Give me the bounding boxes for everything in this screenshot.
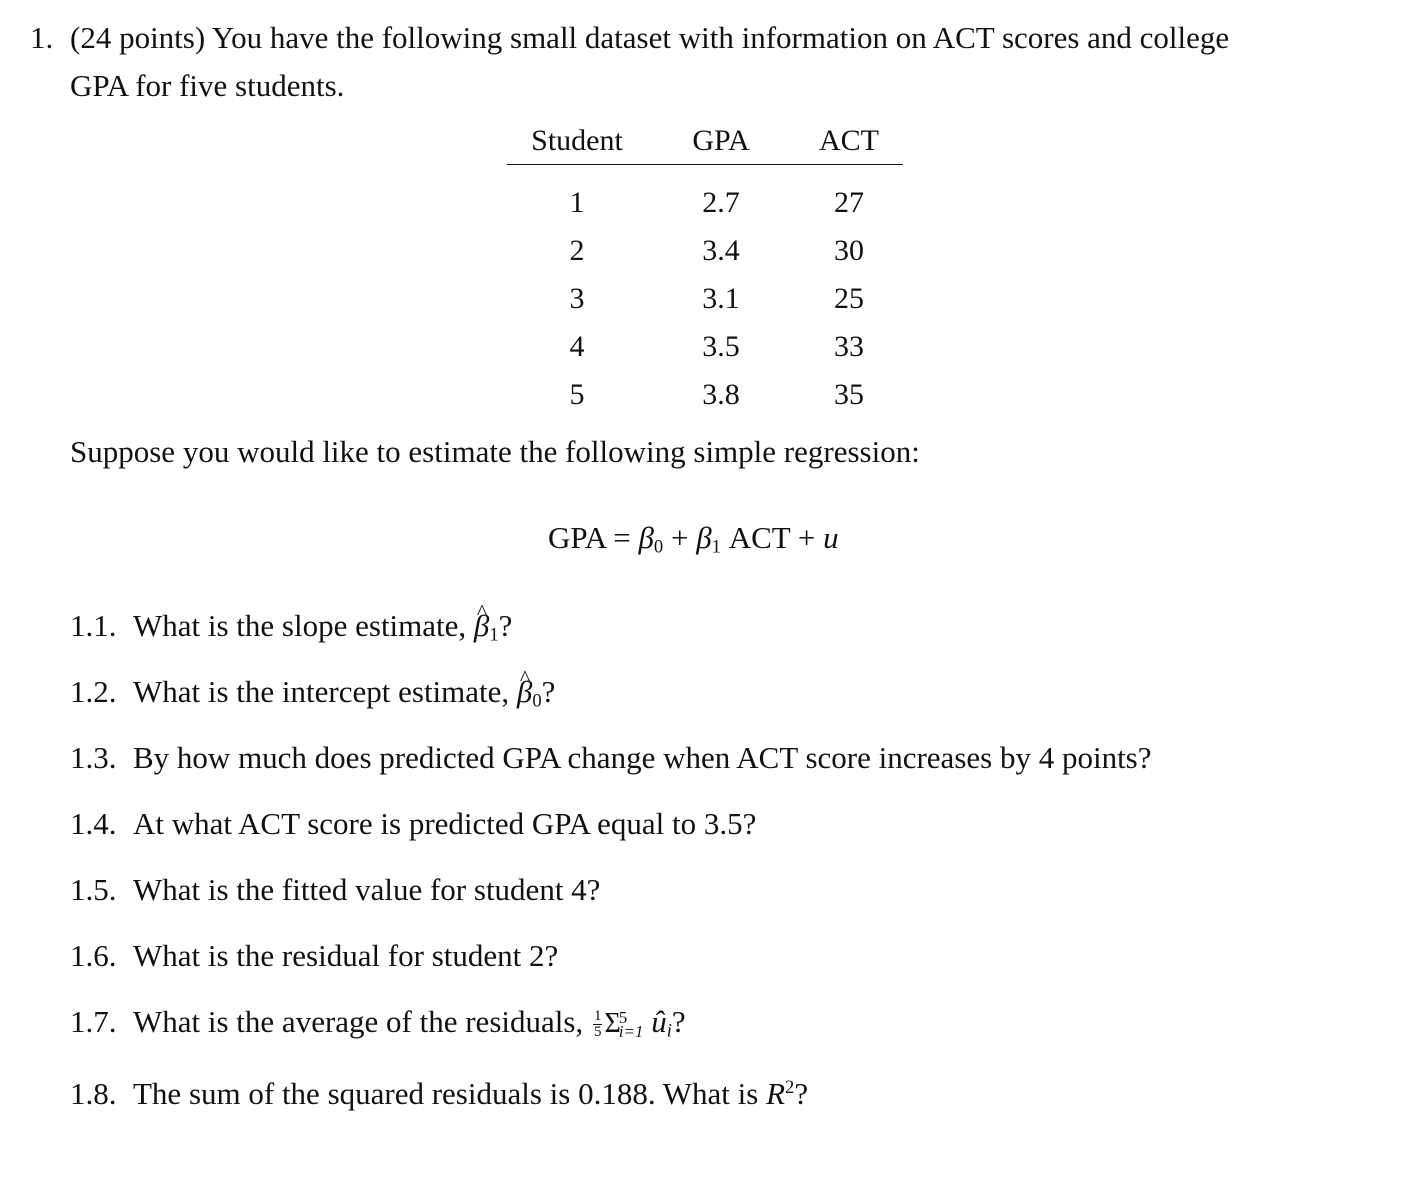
question-number: 1.8.: [70, 1076, 117, 1112]
eq-plus-2: +: [797, 520, 816, 555]
cell-gpa: 3.8: [702, 378, 740, 411]
question-text: What is the slope estimate,: [133, 608, 474, 643]
sum-limits: [618, 1007, 644, 1041]
question-1-2: [70, 672, 555, 722]
question-number: 1.3.: [70, 740, 117, 775]
u-hat-sub: i: [666, 1020, 672, 1042]
question-end: ?: [794, 1076, 809, 1112]
fraction-denominator: 5: [593, 1024, 602, 1041]
eq-beta0: β: [638, 520, 654, 555]
r-squared-symbol: R: [766, 1076, 786, 1112]
question-number: 1.1.: [70, 608, 117, 643]
u-hat-symbol: û: [651, 1004, 667, 1039]
suppose-text: Suppose you would like to estimate the following simple regression:: [70, 434, 920, 469]
question-text: What is the fitted value for student 4?: [133, 872, 601, 907]
regression-equation: [548, 518, 839, 568]
question-1-8: [70, 1068, 808, 1114]
question-number: 1.7.: [70, 1004, 117, 1039]
eq-beta1-sub: 1: [711, 536, 721, 558]
eq-lhs: GPA: [548, 520, 606, 555]
question-number: 1.5.: [70, 872, 117, 907]
eq-equals: =: [613, 520, 631, 555]
sigma-symbol: Σ: [604, 1008, 621, 1039]
data-table: [507, 118, 903, 419]
table-row: [507, 275, 903, 323]
cell-act: 25: [834, 282, 864, 315]
cell-act: 33: [834, 330, 864, 363]
beta-hat-symbol: ^ β: [474, 606, 489, 646]
beta-hat-sub: 1: [489, 624, 499, 646]
header-gpa: GPA: [647, 118, 795, 165]
table-row: [507, 323, 903, 371]
question-1-3: [70, 738, 1152, 778]
table-row: [507, 227, 903, 275]
beta-hat-symbol: ^ β: [517, 672, 532, 712]
sum-lower: i=1: [618, 1021, 644, 1041]
header-student: Student: [507, 118, 647, 165]
question-number: 1.2.: [70, 674, 117, 709]
sum-upper: 5: [618, 1007, 628, 1027]
eq-u: u: [823, 520, 839, 555]
cell-act: 27: [834, 186, 864, 219]
eq-beta1: β: [696, 520, 712, 555]
question-text: What is the residual for student 2?: [133, 938, 559, 973]
table-row: [507, 371, 903, 419]
question-text: The sum of the squared residuals is 0.188. What is: [133, 1076, 767, 1112]
question-end: ?: [498, 608, 513, 643]
fraction-numerator: 1: [593, 1008, 602, 1025]
cell-gpa: 3.5: [702, 330, 740, 363]
cell-student: 5: [569, 378, 585, 411]
header-act: ACT: [795, 118, 903, 165]
question-number: 1.6.: [70, 938, 117, 973]
eq-beta0-sub: 0: [653, 536, 664, 558]
cell-act: 35: [834, 378, 864, 411]
table-header-row: [507, 118, 903, 165]
cell-gpa: 2.7: [702, 186, 740, 219]
cell-student: 3: [569, 282, 585, 315]
table-row: [507, 165, 903, 228]
question-end: ?: [541, 674, 556, 709]
cell-student: 4: [569, 330, 585, 363]
question-1-6: [70, 936, 558, 976]
question-1-4: [70, 804, 756, 844]
intro-line-1: (24 points) You have the following small dataset with information on ACT scores and college: [70, 20, 1230, 55]
question-text: What is the average of the residuals,: [133, 1004, 591, 1039]
eq-plus-1: +: [670, 520, 689, 555]
question-text: By how much does predicted GPA change when ACT score increases by 4 points?: [133, 740, 1152, 775]
question-number: 1.4.: [70, 806, 117, 841]
question-text: At what ACT score is predicted GPA equal to 3.5?: [133, 806, 757, 841]
question-1-5: [70, 870, 600, 910]
question-1-7: [70, 1002, 686, 1052]
cell-gpa: 3.1: [702, 282, 740, 315]
beta-hat-sub: 0: [532, 690, 542, 712]
r-squared-sup: 2: [785, 1077, 795, 1098]
question-end: ?: [671, 1004, 686, 1039]
cell-student: 2: [569, 234, 585, 267]
fraction-one-fifth: [593, 1009, 603, 1040]
intro-line-2: GPA for five students.: [70, 68, 345, 103]
question-text: What is the intercept estimate,: [133, 674, 517, 709]
cell-student: 1: [569, 186, 585, 219]
question-1-1: [70, 606, 512, 656]
problem-number: 1.: [30, 20, 54, 55]
eq-act: ACT: [728, 520, 791, 555]
cell-gpa: 3.4: [702, 234, 740, 267]
cell-act: 30: [834, 234, 864, 267]
